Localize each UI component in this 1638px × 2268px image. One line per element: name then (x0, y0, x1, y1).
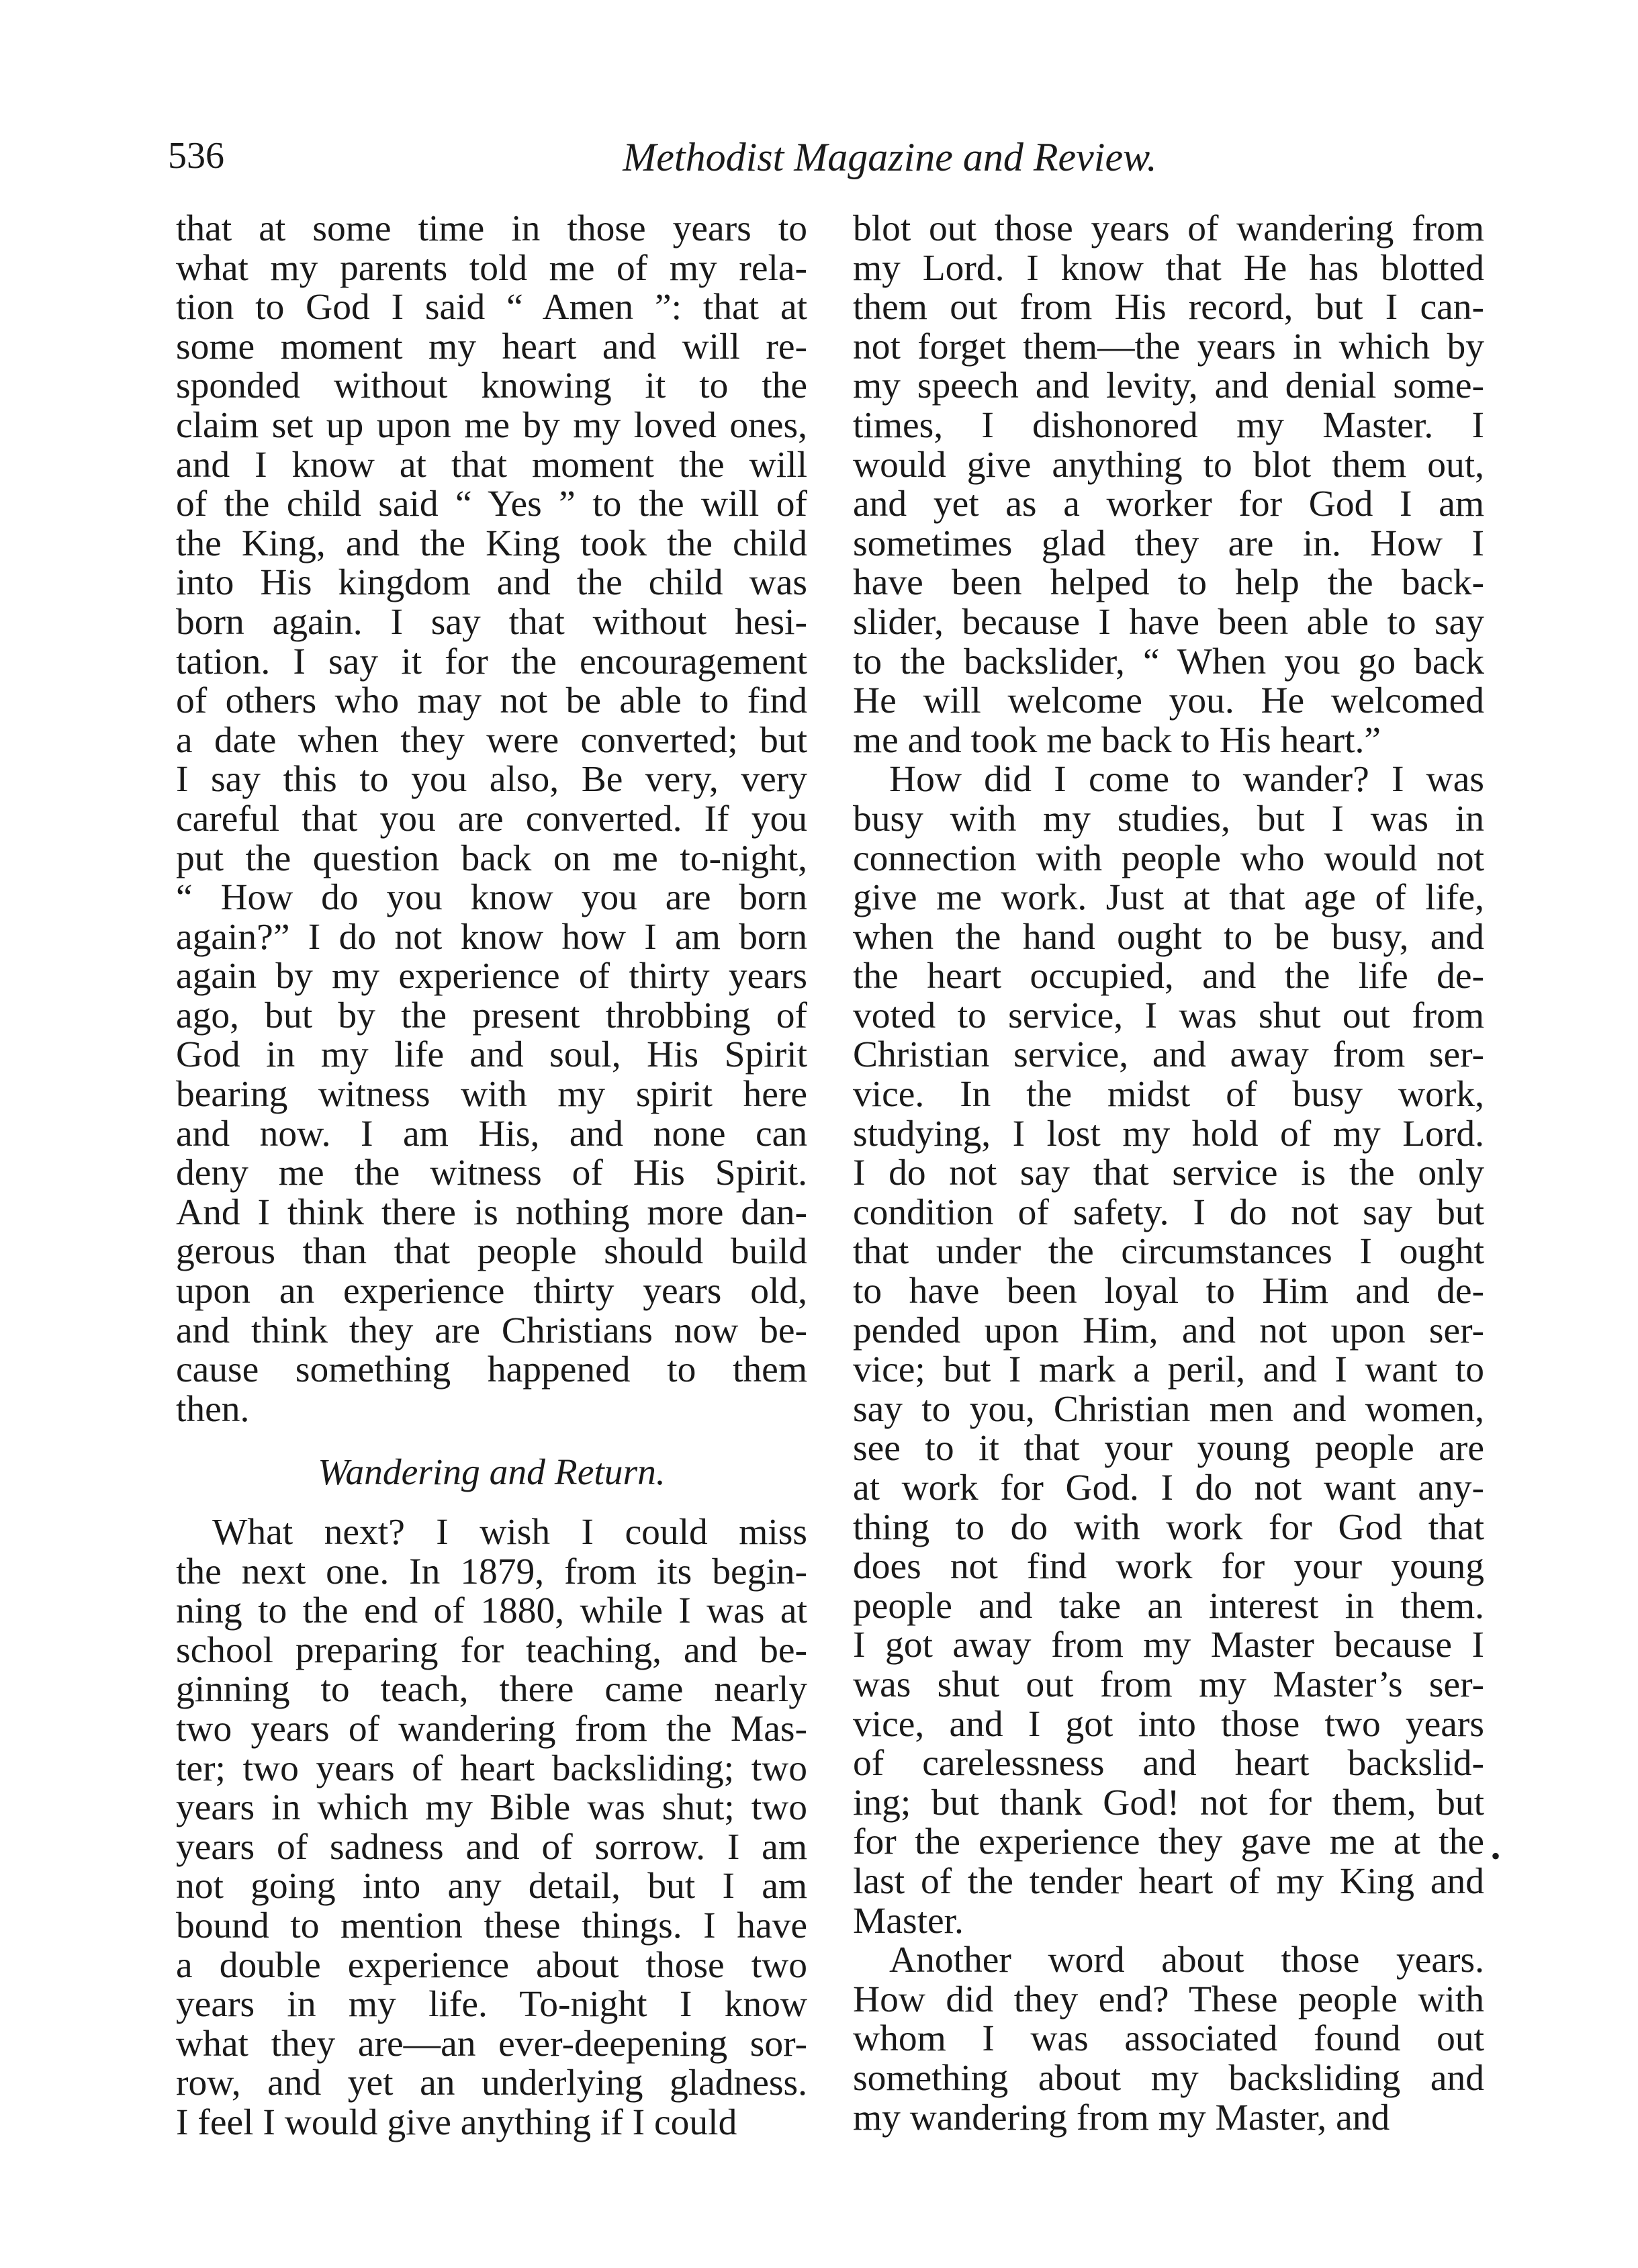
text-line: the heart occupied, and the life de- (853, 956, 1484, 997)
text-line: at work for God. I do not want any- (853, 1467, 1484, 1508)
text-line: voted to service, I was shut out from (853, 995, 1484, 1036)
text-line: bound to mention these things. I have (176, 1905, 807, 1946)
text-line: that under the circumstances I ought (853, 1231, 1484, 1273)
text-line: again?” I do not know how I am born (176, 916, 807, 958)
text-line: and I know at that moment the will (176, 444, 807, 486)
text-line: And I think there is nothing more dan- (176, 1191, 807, 1233)
text-line: my wandering from my Master, and (853, 2097, 1390, 2138)
text-line: studying, I lost my hold of my Lord. (853, 1113, 1484, 1154)
margin-mark: • (1491, 1841, 1501, 1871)
text-line: for the experience they gave me at the (853, 1821, 1484, 1863)
text-line: upon an experience thirty years old, (176, 1271, 807, 1312)
text-line: and yet as a worker for God I am (853, 484, 1484, 525)
text-line: when the hand ought to be busy, and (853, 916, 1484, 958)
page-header (168, 134, 1484, 195)
text-line: God in my life and soul, His Spirit (176, 1034, 807, 1076)
text-line: ning to the end of 1880, while I was at (176, 1590, 807, 1632)
text-line: have been helped to help the back- (853, 562, 1484, 604)
text-line: times, I dishonored my Master. I (853, 404, 1484, 446)
text-line: school preparing for teaching, and be- (176, 1629, 807, 1671)
text-line: blot out those years of wandering from (853, 208, 1484, 249)
text-line: cause something happened to them (176, 1349, 807, 1391)
text-line: tation. I say it for the encouragement (176, 641, 807, 682)
right-column (853, 210, 1484, 2138)
text-line: say to you, Christian men and women, (853, 1388, 1484, 1430)
text-line: something about my backsliding and (853, 2057, 1484, 2099)
text-line: years of sadness and of sorrow. I am (176, 1826, 807, 1868)
text-line: of others who may not be able to find (176, 680, 807, 722)
paragraph-what-next (176, 1513, 807, 2143)
text-line: me and took me back to His heart.” (853, 719, 1381, 761)
text-line: a date when they were converted; but (176, 719, 807, 761)
paragraph-another-word (853, 1941, 1484, 2138)
text-line: to have been loyal to Him and de- (853, 1271, 1484, 1312)
text-line: ing; but thank God! not for them, but (853, 1782, 1484, 1823)
text-line: slider, because I have been able to say (853, 601, 1484, 643)
text-line: what they are—an ever-deepening sor- (176, 2023, 807, 2065)
text-line: my Lord. I know that He has blotted (853, 247, 1484, 289)
text-line: that at some time in those years to (176, 208, 807, 249)
text-line: claim set up upon me by my loved ones, (176, 404, 807, 446)
text-line: and now. I am His, and none can (176, 1113, 807, 1154)
text-line: tion to God I said “ Amen ”: that at (176, 287, 807, 328)
paragraph-how-did-i-wander (853, 760, 1484, 1941)
text-line: and think they are Christians now be- (176, 1310, 807, 1351)
text-line: I feel I would give anything if I could (176, 2101, 737, 2143)
text-line: see to it that your young people are (853, 1428, 1484, 1469)
text-line: row, and yet an underlying gladness. (176, 2062, 807, 2104)
text-line: What next? I wish I could miss (212, 1512, 807, 1553)
text-line: put the question back on me to-night, (176, 837, 807, 879)
text-line: again by my experience of thirty years (176, 956, 807, 997)
text-line: connection with people who would not (853, 837, 1484, 879)
text-line: Christian service, and away from ser- (853, 1034, 1484, 1076)
text-line: careful that you are converted. If you (176, 798, 807, 840)
text-line: ago, but by the present throbbing of (176, 995, 807, 1036)
text-line: what my parents told me of my rela- (176, 247, 807, 289)
text-line: pended upon Him, and not upon ser- (853, 1310, 1484, 1351)
text-line: then. (176, 1388, 250, 1430)
text-line: How did I come to wander? I was (889, 759, 1484, 801)
text-line: years in my life. To-night I know (176, 1984, 807, 2026)
text-line: whom I was associated found out (853, 2018, 1484, 2060)
text-line: Another word about those years. (889, 1940, 1484, 1981)
text-line: sponded without knowing it to the (176, 365, 807, 407)
text-line: Master. (853, 1900, 964, 1942)
text-line: not going into any detail, but I am (176, 1866, 807, 1907)
section-subheading: Wandering and Return. (318, 1452, 666, 1494)
text-line: not forget them—the years in which by (853, 326, 1484, 367)
text-line: ter; two years of heart backsliding; two (176, 1748, 807, 1789)
text-line: does not find work for your young (853, 1546, 1484, 1588)
text-line: I do not say that service is the only (853, 1152, 1484, 1194)
text-line: born again. I say that without hesi- (176, 601, 807, 643)
text-line: I say this to you also, Be very, very (176, 759, 807, 801)
text-line: How did they end? These people with (853, 1979, 1484, 2020)
text-line: to the backslider, “ When you go back (853, 641, 1484, 682)
text-line: vice, and I got into those two years (853, 1703, 1484, 1745)
text-line: I got away from my Master because I (853, 1625, 1484, 1666)
text-line: last of the tender heart of my King and (853, 1860, 1484, 1902)
text-line: He will welcome you. He welcomed (853, 680, 1484, 722)
text-line: thing to do with work for God that (853, 1506, 1484, 1548)
text-line: years in which my Bible was shut; two (176, 1787, 807, 1829)
paragraph-blot-out (853, 210, 1484, 760)
running-title: Methodist Magazine and Review. (623, 135, 1157, 179)
page-number: 536 (168, 135, 224, 177)
text-line: my speech and levity, and denial some- (853, 365, 1484, 407)
text-line: would give anything to blot them out, (853, 444, 1484, 486)
text-line: ginning to teach, there came nearly (176, 1669, 807, 1711)
text-line: gerous than that people should build (176, 1231, 807, 1273)
text-line: some moment my heart and will re- (176, 326, 807, 367)
text-line: “ How do you know you are born (176, 877, 807, 919)
paragraph-conversion (176, 210, 807, 1429)
text-line: the King, and the King took the child (176, 523, 807, 564)
text-line: of carelessness and heart backslid- (853, 1743, 1484, 1784)
text-line: give me work. Just at that age of life, (853, 877, 1484, 919)
text-line: busy with my studies, but I was in (853, 798, 1484, 840)
text-line: into His kingdom and the child was (176, 562, 807, 604)
text-line: people and take an interest in them. (853, 1585, 1484, 1627)
left-column (176, 210, 807, 2143)
text-line: two years of wandering from the Mas- (176, 1708, 807, 1750)
text-line: bearing witness with my spirit here (176, 1074, 807, 1116)
text-line: vice; but I mark a peril, and I want to (853, 1349, 1484, 1391)
text-line: condition of safety. I do not say but (853, 1191, 1484, 1233)
text-line: sometimes glad they are in. How I (853, 523, 1484, 564)
text-line: a double experience about those two (176, 1944, 807, 1986)
text-line: them out from His record, but I can- (853, 287, 1484, 328)
text-line: was shut out from my Master’s ser- (853, 1664, 1484, 1705)
text-line: deny me the witness of His Spirit. (176, 1152, 807, 1194)
text-line: vice. In the midst of busy work, (853, 1074, 1484, 1116)
text-line: the next one. In 1879, from its begin- (176, 1551, 807, 1592)
text-line: of the child said “ Yes ” to the will of (176, 484, 807, 525)
